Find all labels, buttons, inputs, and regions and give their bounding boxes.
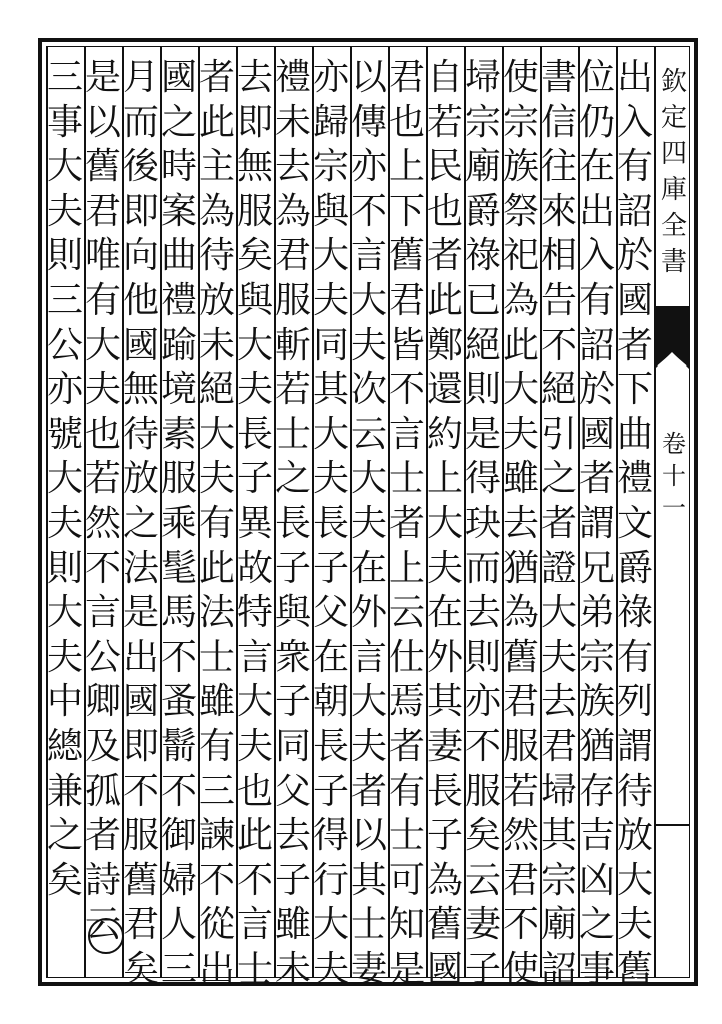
end-circle-mark [88, 918, 124, 954]
text-column: 三 事 大 夫 則 三 公 亦 號 大 夫 則 大 夫 中 總 兼 之 矣 [46, 57, 83, 901]
text-column: 禮 未 去 為 君 服 斬 若 士 之 長 子 與 衆 子 同 父 去 子 雖 未 [274, 57, 311, 990]
margin-title: 欽定四庫全書 [660, 67, 687, 277]
text-column: 自 若 民 也 者 此 鄭 還 約 上 大 夫 在 外 其 妻 長 子 為 舊 國 [426, 57, 463, 990]
text-column: 埽 宗 廟 爵 祿 已 絕 則 是 得 玦 而 去 則 亦 不 服 矣 云 妻 子 [464, 57, 501, 990]
text-column: 者 此 主 為 待 放 未 絕 大 夫 有 此 法 士 雖 有 三 諫 不 從 出 [198, 57, 235, 990]
text-column: 亦 歸 宗 與 大 夫 同 其 大 夫 長 子 父 在 朝 長 子 得 行 大 夫 [312, 57, 349, 990]
text-column: 出 入 有 詔 於 國 者 下 曲 禮 文 爵 祿 有 列 謂 待 放 大 夫 舊 [616, 57, 653, 990]
text-column: 使 宗 族 祭 祀 為 此 大 夫 雖 去 猶 為 舊 君 服 若 然 君 不 使 [502, 57, 539, 990]
text-column: 書 信 往 來 相 告 不 絕 引 之 者 證 大 夫 去 君 埽 其 宗 廟 詔 [540, 57, 577, 990]
text-column: 位 仍 在 出 入 有 詔 於 國 者 謂 兄 弟 宗 族 猶 存 吉 凶 之 事 [578, 57, 615, 990]
text-column: 是 以 舊 君 唯 有 大 夫 也 若 然 不 言 公 卿 及 孤 者 詩 云 [84, 57, 121, 946]
margin-divider [654, 824, 690, 826]
text-column: 月 而 後 即 向 他 國 無 待 放 之 法 是 出 國 即 不 服 舊 君 矣 [122, 57, 159, 990]
text-column: 以 傳 亦 不 言 大 夫 次 云 大 夫 在 外 言 大 夫 者 以 其 士 妻 [350, 57, 387, 990]
text-column: 去 即 無 服 矣 與 大 夫 長 子 異 故 特 言 大 夫 也 此 不 言 士 [236, 57, 273, 990]
fishtail-mark [654, 306, 690, 370]
text-column: 君 也 上 下 舊 君 皆 不 言 士 者 上 云 仕 焉 者 有 士 可 知 是 [388, 57, 425, 990]
margin-volume: 卷十一 [662, 430, 686, 522]
text-column: 國 之 時 案 曲 禮 踰 境 素 服 乘 髦 馬 不 蚤 鬋 不 御 婦 人 三 [160, 57, 197, 990]
